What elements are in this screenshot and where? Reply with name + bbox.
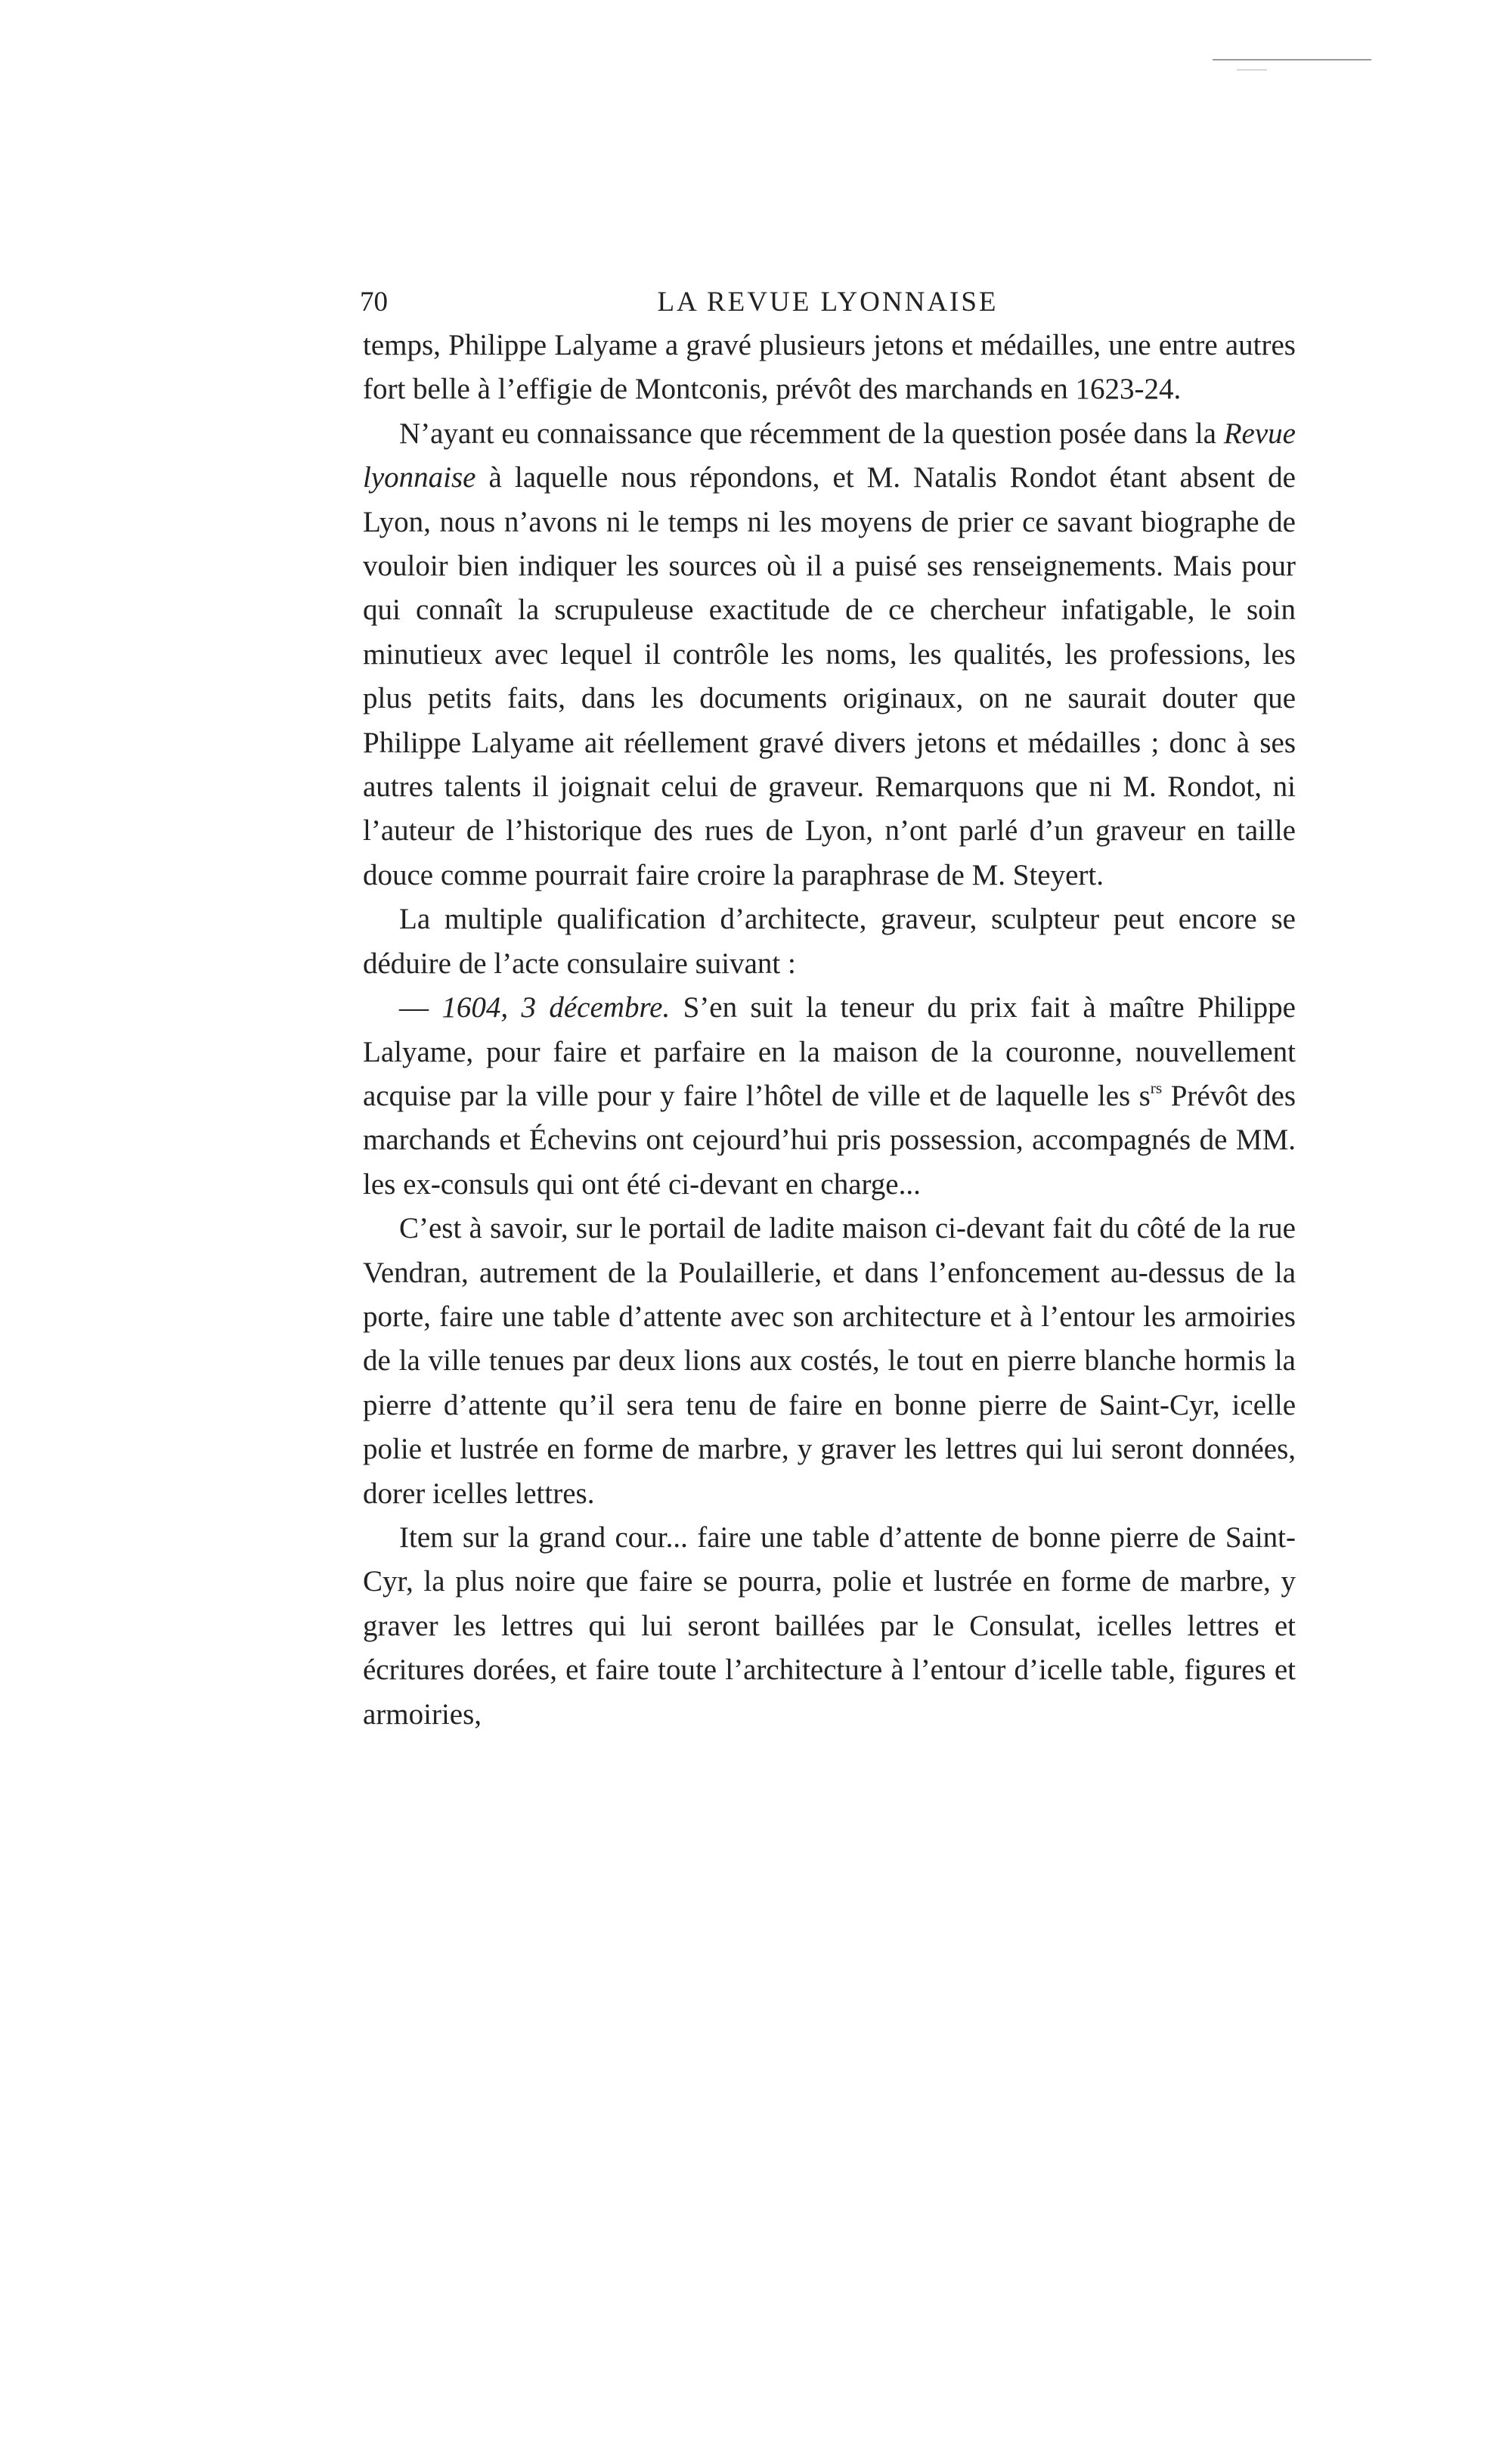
text-run: N’ayant eu connaissance que récemment de la question posée dans la bbox=[399, 417, 1224, 450]
running-title: LA REVUE LYONNAISE bbox=[657, 287, 999, 318]
text-run: à laquelle nous répondons, et M. Natalis Rondot étant absent de Lyon, nous n’avons ni le temps ni les moyens de prier ce savant biographe de vouloir bien indiquer les sources où il a puisé ses renseignements. Mais pour qui connaît la scrupuleuse exactitude de ce chercheur infatigable, le soin minutieux avec lequel il contrôle les noms, les qualités, les professions, les plus petits faits, dans les documents originaux, on ne saurait douter que Philippe Lalyame ait réellement gravé divers jetons et médailles ; donc à ses autres talents il joignait celui de graveur. Remarquons que ni M. Rondot, ni l’auteur de l’historique des rues de Lyon, n’ont parlé d’un graveur en taille douce comme pourrait faire croire la paraphrase de M. Steyert. bbox=[363, 461, 1296, 891]
paragraph-qualification: La multiple qualification d’architecte, graveur, sculpteur peut encore se déduire de l’acte consulaire suivant : bbox=[363, 903, 1296, 980]
page-number: 70 bbox=[360, 287, 388, 318]
page-header bbox=[360, 286, 1296, 324]
paragraph-grand-cour: Item sur la grand cour... faire une table d’attente de bonne pierre de Saint-Cyr, la plus noire que faire se pourra, polie et lustrée en forme de marbre, y graver les lettres qui lui seront baillées par le Consulat, icelles lettres et écritures dorées, et faire toute l’architecture à l’entour d’icelle table, figures et armoiries, bbox=[363, 1520, 1296, 1731]
superscript-abbreviation: rs bbox=[1150, 1078, 1163, 1097]
paragraph-portail: C’est à savoir, sur le portail de ladite maison ci-devant fait du côté de la rue Vendran, autrement de la Poulaillerie, et dans l’enfoncement au-dessus de la porte, faire une table d’attente avec son architecture et à l’entour les armoiries de la ville tenues par deux lions aux costés, le tout en pierre blanche hormis la pierre d’attente qu’il sera tenu de faire en bonne pierre de Saint-Cyr, icelle polie et lustrée en forme de marbre, y graver les lettres qui lui seront données, dorer icelles lettres. bbox=[363, 1212, 1296, 1510]
paragraph-continuation: temps, Philippe Lalyame a gravé plusieurs jetons et médailles, une entre autres fort belle à l’effigie de Montconis, prévôt des marchands en 1623-24. bbox=[363, 329, 1296, 406]
act-date: 1604, 3 décembre. bbox=[441, 991, 671, 1024]
text-run: Prévôt des marchands et Échevins ont cejourd’hui pris possession, accompagnés de MM. les ex-consuls qui ont été ci-devant en charge... bbox=[363, 1079, 1296, 1201]
journal-title: Revue lyonnaise bbox=[363, 417, 1296, 494]
em-dash: — bbox=[399, 991, 442, 1024]
paragraph-act bbox=[363, 986, 1296, 1207]
text-run: S’en suit la teneur du prix fait à maître Philippe Lalyame, pour faire et parfaire en la maison de la couronne, nouvellement acquise par la ville pour y faire l’hôtel de ville et de laquelle les s bbox=[363, 991, 1296, 1112]
scan-edge-rule bbox=[1213, 59, 1371, 60]
paragraph-question bbox=[363, 412, 1296, 897]
body-text bbox=[363, 324, 1296, 1737]
